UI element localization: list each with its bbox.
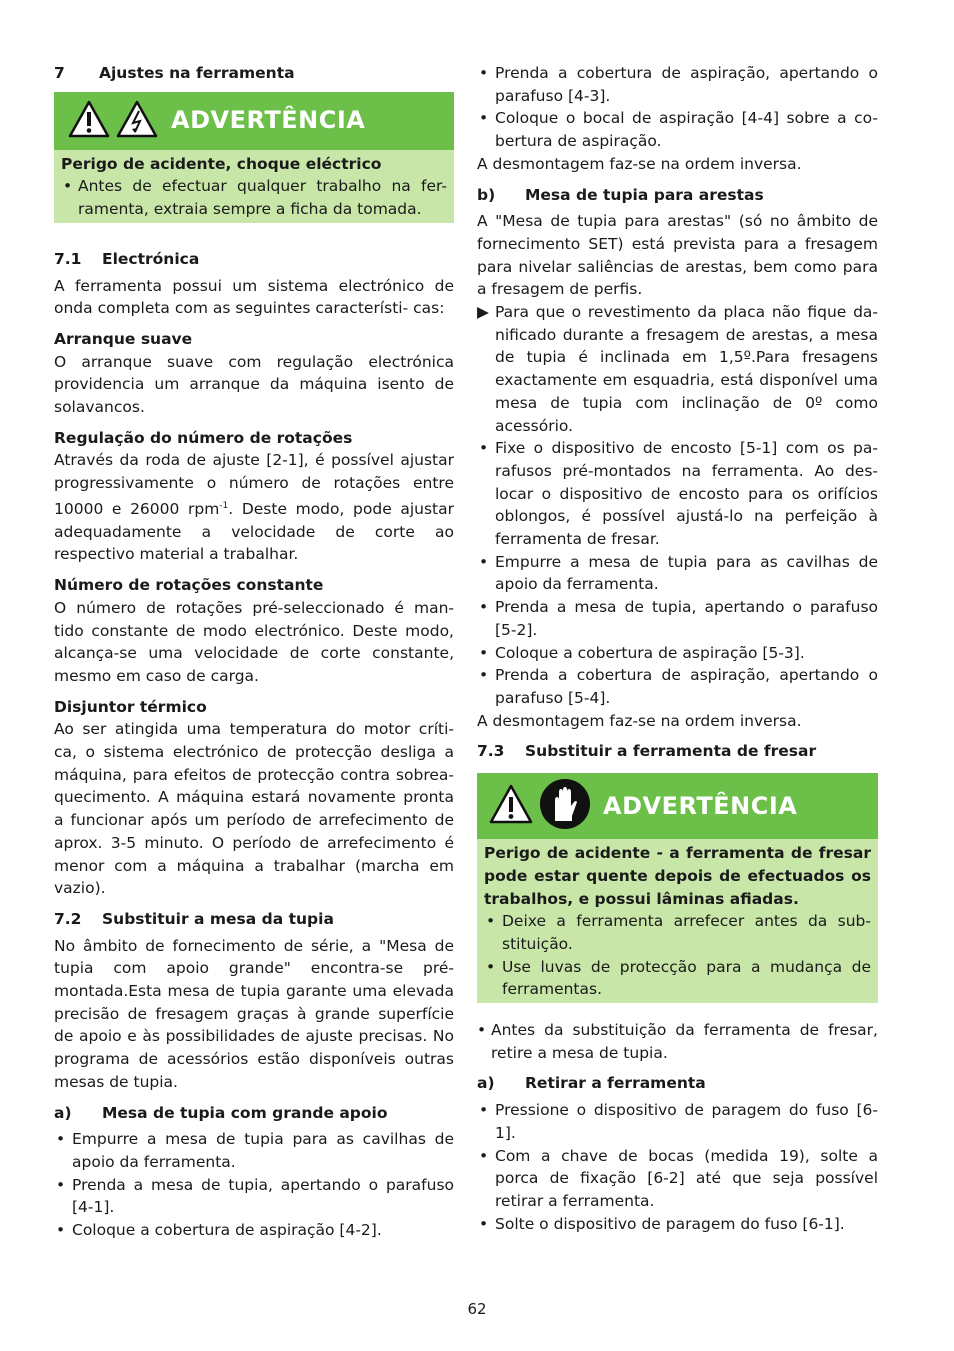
- warning-body: [477, 839, 878, 1003]
- list-item: • Coloque o bocal de aspiração [4-4] sobre a co- bertura de aspiração.: [479, 109, 878, 151]
- list-item: • Coloque a cobertura de aspiração [5-3].: [479, 643, 805, 662]
- subsection-title: Mesa de tupia com grande apoio: [102, 1103, 388, 1122]
- list-item: • Pressione o dispositivo de paragem do fuso [6-1].: [479, 1101, 878, 1142]
- warning-heading: Perigo de acidente - a ferramenta de fresar pode estar quente depois de efectuados os trabalhos, e possui lâminas afiadas.: [484, 844, 871, 908]
- paragraph-b: A "Mesa de tupia para arestas" (só no âmbito de fornecimento SET) está prevista para a fresagem para nivelar saliências de arestas, bem como para a fresagem de perfis.: [477, 212, 878, 299]
- left-column: [54, 62, 454, 1242]
- subheading-disjuntor: Disjuntor térmico: [54, 697, 207, 716]
- arrow-list-item: ▶ Para que o revestimento da placa não fique da- nificado durante a fresagem de arestas, a mesa de tupia é inclinada em 1,5º.Para fresagens exactamente em esquadria, está disponível uma mesa de tupia com inclinação de 0º como acessório.: [477, 303, 878, 435]
- warning-triangle-icon: [68, 100, 110, 142]
- warning-body: [54, 150, 454, 223]
- paragraph-regulacao: Através da roda de ajuste [2-1], é possível ajustar progressivamente o número de rotações entre 10000 e 26000 rpm$^{-1}$. Deste modo, pode ajustar adequadamente a velocidade de corte ao respectivo material a trabalhar.: [54, 451, 454, 564]
- warning-heading: Perigo de acidente, choque eléctrico: [61, 154, 382, 173]
- section-title: Electrónica: [102, 249, 200, 268]
- paragraph-desmontagem: A desmontagem faz-se na ordem inversa.: [477, 711, 802, 730]
- section-title: Substituir a ferramenta de fresar: [525, 742, 817, 761]
- list-item: • Fixe o dispositivo de encosto [5-1] com os pa- rafusos pré-montados na ferramenta. Ao des- locar o dispositivo de encosto para os orifícios oblongos, é possível ajustá-lo na perfeição à ferramenta de fresar.: [479, 439, 878, 549]
- list-item: • Solte o dispositivo de paragem do fuso [6-1].: [479, 1214, 845, 1233]
- warning-triangle-icon: [489, 784, 533, 828]
- section-number: 7: [54, 64, 65, 82]
- list-item: • Empurre a mesa de tupia para as cavilhas de apoio da ferramenta.: [56, 1130, 454, 1171]
- section-7-3-heading: [477, 740, 878, 763]
- list-item: • Antes da substituição da ferramenta de fresar, retire a mesa de tupia.: [477, 1021, 878, 1062]
- list-item: • Empurre a mesa de tupia para as cavilhas de apoio da ferramenta.: [479, 552, 878, 594]
- section-title: Ajustes na ferramenta: [99, 64, 295, 82]
- section-number: 7.1: [54, 249, 82, 268]
- subheading-arranque: Arranque suave: [54, 329, 193, 348]
- electric-shock-icon: [116, 100, 158, 142]
- superscript: -1: [219, 500, 229, 511]
- warning-box-electrical: [54, 92, 454, 223]
- list-item: • Prenda a cobertura de aspiração, apertando o parafuso [5-4].: [479, 666, 878, 707]
- list-item: • Prenda a mesa de tupia, apertando o parafuso [4-1].: [56, 1175, 454, 1217]
- warning-box-hot-tool: [477, 773, 878, 1003]
- subsection-b-heading: [477, 184, 878, 207]
- subsection-a-heading: [477, 1072, 878, 1095]
- section-7-heading: [54, 62, 454, 85]
- list-item: • Prenda a cobertura de aspiração, apertando o parafuso [4-3].: [479, 64, 878, 105]
- list-item: • Com a chave de bocas (medida 19), solte a porca de fixação [6-2] até que seja possível retirar a ferramenta.: [479, 1146, 878, 1210]
- subsection-title: Mesa de tupia para arestas: [525, 185, 764, 204]
- section-7-1-heading: [54, 248, 454, 271]
- warning-title: ADVERTÊNCIA: [171, 106, 366, 135]
- paragraph-7-1: A ferramenta possui um sistema electrónico de onda completa com as seguintes característi- cas:: [54, 276, 454, 318]
- paragraph-desmontagem: A desmontagem faz-se na ordem inversa.: [477, 154, 802, 173]
- list-item: • Coloque a cobertura de aspiração [4-2].: [56, 1221, 382, 1240]
- warning-bullet: • Deixe a ferramenta arrefecer antes da sub- stituição.: [486, 912, 871, 953]
- list-item: • Prenda a mesa de tupia, apertando o parafuso [5-2].: [479, 598, 878, 639]
- section-number: 7.3: [477, 742, 505, 761]
- right-column: [477, 62, 878, 1235]
- gloves-icon: [539, 778, 591, 834]
- subheading-constante: Número de rotações constante: [54, 576, 324, 595]
- subheading-regulacao: Regulação do número de rotações: [54, 428, 353, 447]
- subsection-label: b): [477, 185, 496, 204]
- paragraph-7-2: No âmbito de fornecimento de série, a "Mesa de tupia com apoio grande" encontra-se pré- montada.Esta mesa de tupia garante uma elevada precisão de fresagem graças à grande superfície de apoio e às possibilidades de ajuste precisas. No programa de acessórios estão disponíveis outras mesas de tupia.: [54, 936, 454, 1091]
- paragraph-disjuntor: Ao ser atingida uma temperatura do motor críti- ca, o sistema electrónico de protecção desliga a máquina, para efeitos de protecção contra sobrea- quecimento. A máquina estará novamente pronta a funcionar após um período de arrefecimento de aprox. 3-5 minuto. O período de arrefecimento é menor com a máquina a trabalhar (marcha em vazio).: [54, 720, 454, 898]
- warning-title: ADVERTÊNCIA: [603, 791, 798, 820]
- warning-bullet: • Antes de efectuar qualquer trabalho na fer- ramenta, extraia sempre a ficha da tomada.: [63, 177, 447, 219]
- page-number: 62: [467, 1300, 487, 1318]
- subsection-title: Retirar a ferramenta: [525, 1074, 706, 1093]
- paragraph-constante: O número de rotações pré-seleccionado é man- tido constante de modo electrónico. Deste modo, alcança-se uma velocidade de corte constante, mesmo em caso de carga.: [54, 598, 454, 685]
- subsection-a-heading: [54, 1102, 454, 1125]
- section-title: Substituir a mesa da tupia: [102, 909, 334, 928]
- warning-header: [54, 92, 454, 150]
- subsection-label: a): [54, 1103, 72, 1122]
- warning-header: [477, 773, 878, 839]
- paragraph-arranque: O arranque suave com regulação electrónica providencia um arranque da máquina isento de solavancos.: [54, 352, 454, 417]
- subsection-label: a): [477, 1074, 495, 1093]
- section-7-2-heading: [54, 908, 454, 931]
- warning-bullet: • Use luvas de protecção para a mudança de ferramentas.: [486, 957, 871, 999]
- arrow-icon: ▶: [477, 303, 489, 322]
- section-number: 7.2: [54, 909, 82, 928]
